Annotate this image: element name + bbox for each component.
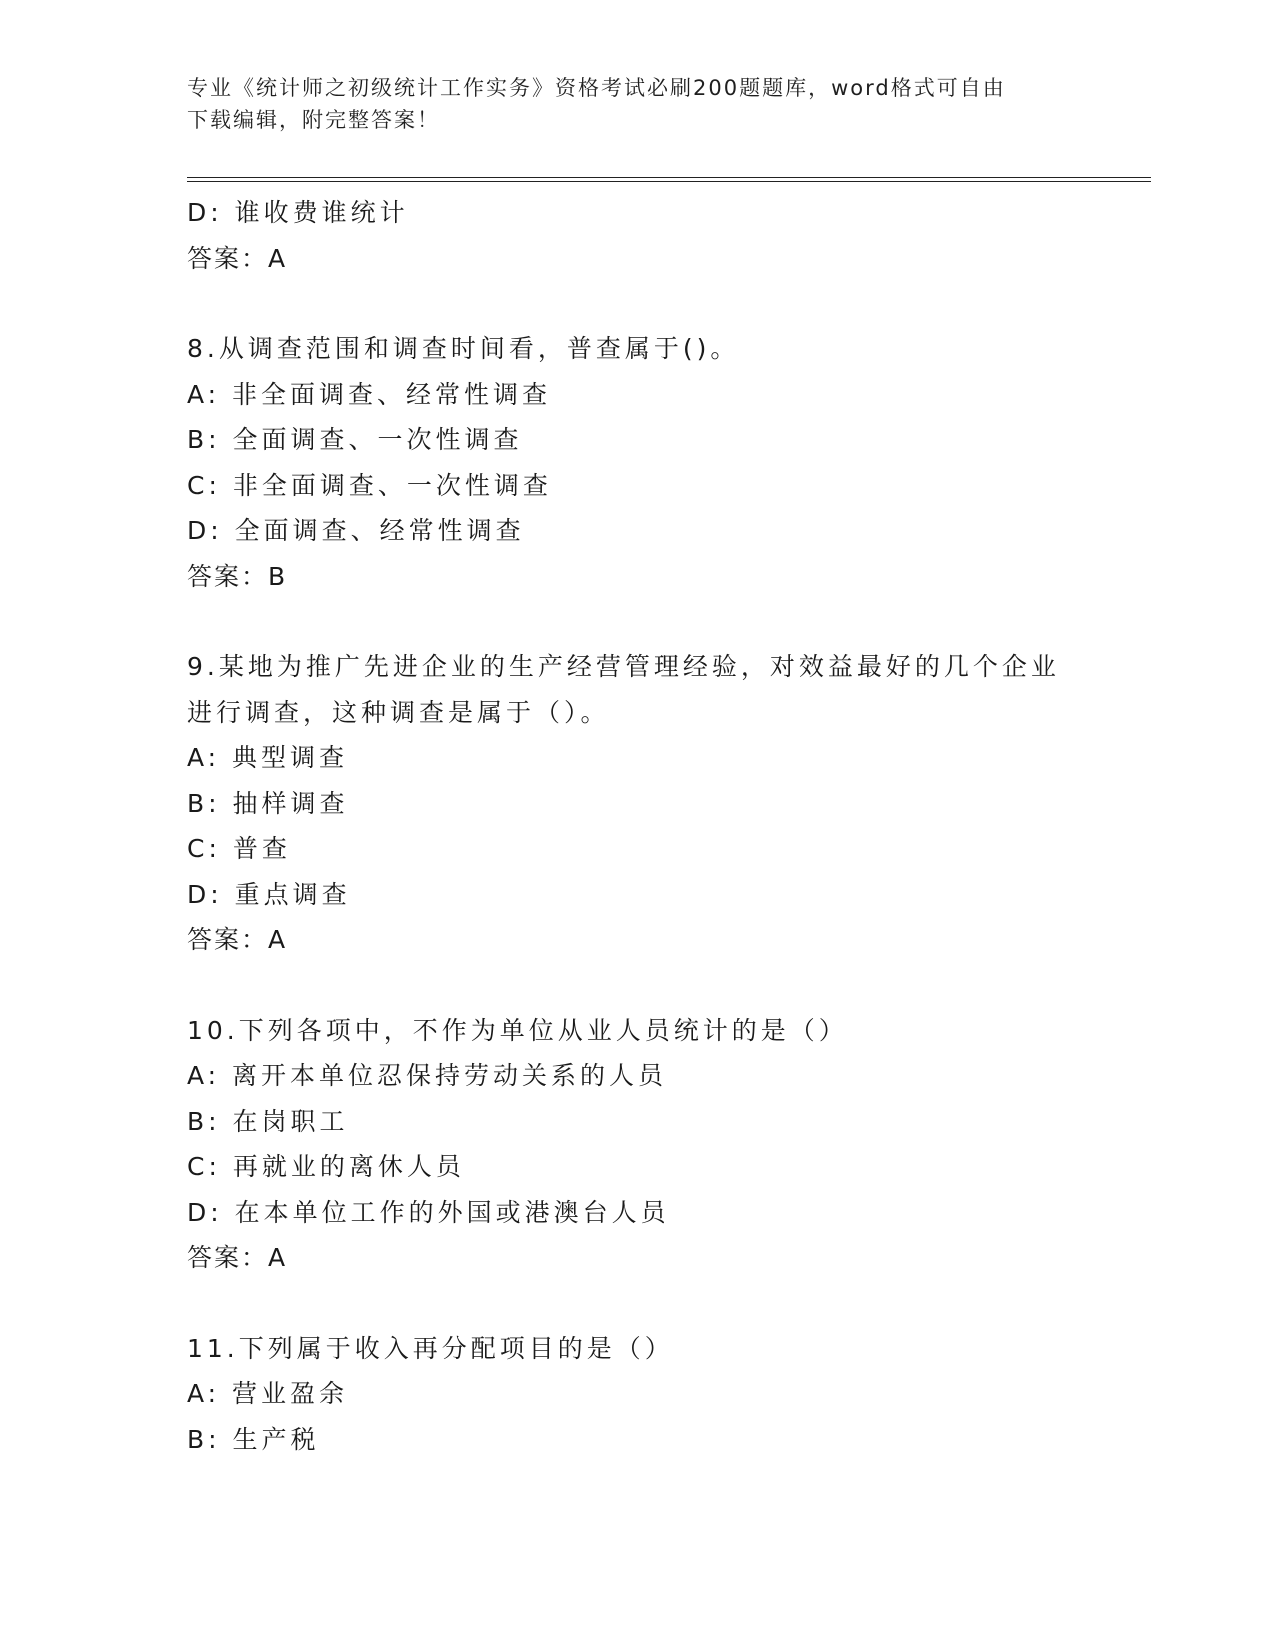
option-d: D: 在本单位工作的外国或港澳台人员 — [187, 1197, 670, 1227]
option-b: B: 生产税 — [187, 1424, 320, 1454]
question-stem: 8.从调查范围和调查时间看，普查属于()。 — [187, 334, 740, 363]
option-b: B: 抽样调查 — [187, 788, 349, 818]
question-11 — [187, 1326, 1151, 1463]
header-line-1: 专业《统计师之初级统计工作实务》资格考试必刷200题题库，word格式可自由 — [187, 76, 1006, 100]
option-d: D: 全面调查、经常性调查 — [187, 516, 525, 545]
question-stem: 10.下列各项中，不作为单位从业人员统计的是（） — [187, 1015, 848, 1045]
question-stem: 11.下列属于收入再分配项目的是（） — [187, 1333, 674, 1363]
document-header — [187, 72, 1087, 136]
option-a: A: 营业盈余 — [187, 1379, 349, 1408]
spacer — [187, 963, 1151, 1008]
header-line-2: 下载编辑，附完整答案！ — [187, 108, 440, 132]
question-stem-continued: 进行调查，这种调查是属于（）。 — [187, 697, 610, 727]
answer-line: 答案：A — [187, 925, 288, 954]
option-c: C: 普查 — [187, 834, 291, 863]
question-9 — [187, 644, 1151, 963]
option-d: D: 重点调查 — [187, 879, 351, 909]
option-b: B: 在岗职工 — [187, 1106, 349, 1136]
option-c: C: 非全面调查、一次性调查 — [187, 470, 552, 500]
option-a: A: 典型调查 — [187, 743, 349, 772]
option-c: C: 再就业的离休人员 — [187, 1152, 465, 1181]
question-8 — [187, 326, 1151, 599]
answer-line: 答案：A — [187, 243, 288, 273]
spacer — [187, 1281, 1151, 1326]
option-a: A: 非全面调查、经常性调查 — [187, 379, 552, 409]
option-b: B: 全面调查、一次性调查 — [187, 425, 523, 454]
spacer — [187, 281, 1151, 326]
option-d: D: 谁收费谁统计 — [187, 198, 409, 227]
spacer — [187, 599, 1151, 644]
option-a: A: 离开本单位忍保持劳动关系的人员 — [187, 1061, 668, 1090]
answer-line: 答案：B — [187, 561, 288, 591]
document-body — [187, 190, 1151, 1462]
header-divider — [187, 177, 1151, 182]
answer-line: 答案：A — [187, 1243, 288, 1272]
question-stem: 9.某地为推广先进企业的生产经营管理经验，对效益最好的几个企业 — [187, 652, 1060, 681]
question-10 — [187, 1008, 1151, 1281]
